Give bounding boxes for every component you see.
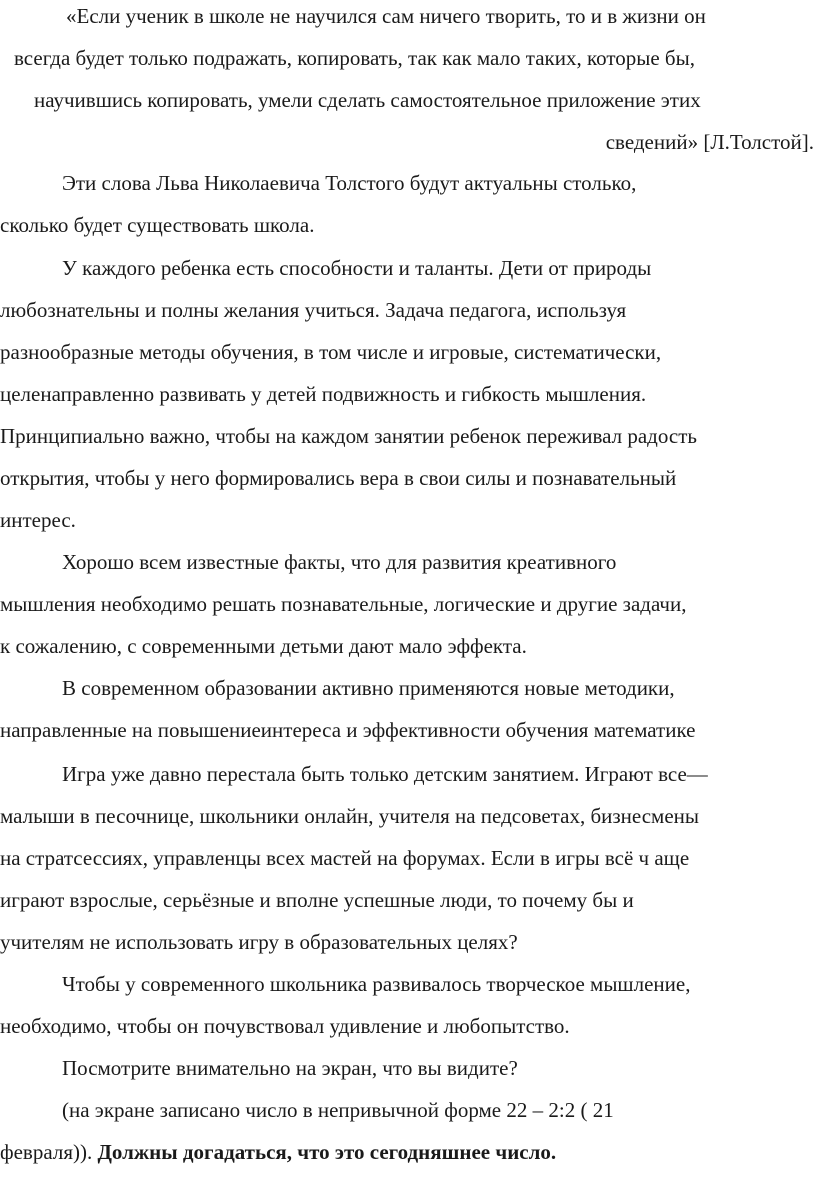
paragraph-line: Принципиально важно, чтобы на каждом занятии ребенок переживал радость [0,424,697,448]
paragraph-line: необходимо, чтобы он почувствовал удивление и любопытство. [0,1014,570,1038]
paragraph-line: целенаправленно развивать у детей подвижность и гибкость мышления. [0,382,647,406]
quote-line-3: научившись копировать, умели сделать самостоятельное приложение этих [34,88,701,112]
quote-line-2: всегда будет только подражать, копировать, так как мало таких, которые бы, [14,46,695,70]
paragraph-line: В современном образовании активно применяются новые методики, [62,676,675,700]
paragraph-line: любознательны и полны желания учиться. Задача педагога, используя [0,298,627,322]
paragraph-line: малыши в песочнице, школьники онлайн, учителя на педсоветах, бизнесмены [0,804,700,828]
paragraph-line: Игра уже давно перестала быть только детским занятием. Играют все— [62,762,708,786]
paragraph-line: Хорошо всем известные факты, что для развития креативного [62,550,617,574]
quote-attribution: сведений» [Л.Толстой]. [605,130,814,154]
paragraph-line: на стратсессиях, управленцы всех мастей на форумах. Если в игры всё ч аще [0,846,690,870]
paragraph-line: к сожалению, с современными детьми дают мало эффекта. [0,634,527,658]
paragraph-line: мышления необходимо решать познавательные, логические и другие задачи, [0,592,687,616]
paragraph-line: открытия, чтобы у него формировались вера в свои силы и познавательный [0,466,677,490]
bold-answer-text: Должны догадаться, что это сегодняшнее число. [97,1140,557,1164]
paragraph-line: направленные на повышениеинтереса и эффективности обучения математике [0,718,696,742]
paragraph-line: играют взрослые, серьёзные и вполне успешные люди, то почему бы и [0,888,634,912]
closing-text: февраля)). [0,1140,98,1164]
paragraph-line: разнообразные методы обучения, в том числе и игровые, систематически, [0,340,662,364]
quote-line-1: «Если ученик в школе не научился сам ничего творить, то и в жизни он [66,4,706,28]
paragraph-line: сколько будет существовать школа. [0,213,315,237]
paragraph-line: интерес. [0,508,76,532]
paragraph-line: Чтобы у современного школьника развивалось творческое мышление, [62,972,691,996]
paragraph-line: У каждого ребенка есть способности и таланты. Дети от природы [62,256,652,280]
paragraph-line: (на экране записано число в непривычной форме 22 – 2:2 ( 21 [62,1098,614,1122]
paragraph-line: Эти слова Льва Николаевича Толстого будут актуальны столько, [62,171,637,195]
paragraph-line-mixed [0,1138,816,1166]
paragraph-line: Посмотрите внимательно на экран, что вы видите? [62,1056,518,1080]
paragraph-line: учителям не использовать игру в образовательных целях? [0,930,518,954]
